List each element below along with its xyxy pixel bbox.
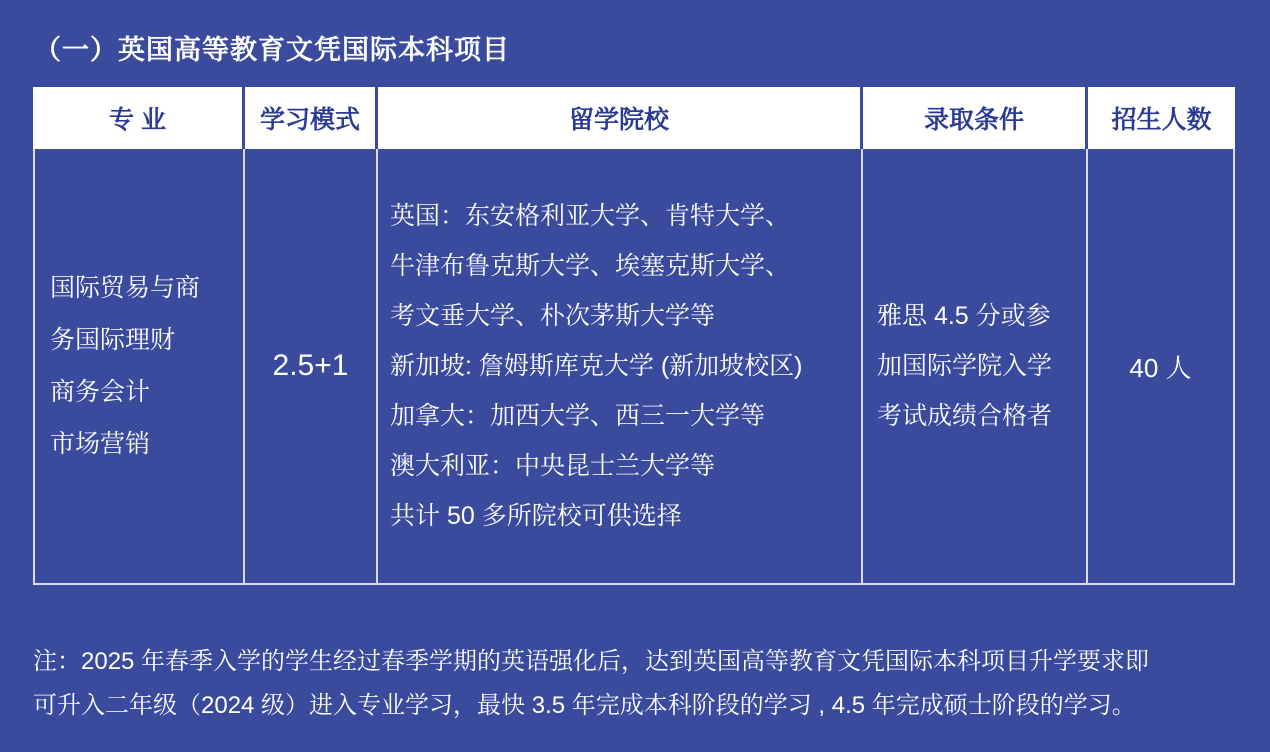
footnote xyxy=(33,640,1245,728)
schools-line: 加拿大：加西大学、西三一大学等 xyxy=(390,402,766,430)
header-study-mode: 学习模式 xyxy=(245,87,378,149)
cell-quota xyxy=(1088,149,1233,583)
cell-admission xyxy=(863,149,1088,583)
major-line: 市场营销 xyxy=(50,430,151,458)
cell-study-mode xyxy=(245,149,378,583)
header-major: 专 业 xyxy=(33,87,245,149)
schools-line: 新加坡: 詹姆斯库克大学 (新加坡校区) xyxy=(390,352,803,380)
schools-line: 共计 50 多所院校可供选择 xyxy=(390,502,682,530)
schools-line: 英国：东安格利亚大学、肯特大学、 xyxy=(390,202,791,230)
table-header-row xyxy=(33,87,1235,149)
schools-line: 考文垂大学、朴次茅斯大学等 xyxy=(390,302,716,330)
footnote-line: 注：2025 年春季入学的学生经过春季学期的英语强化后，达到英国高等教育文凭国际本科项目升学要求即 xyxy=(33,648,1150,675)
major-line: 国际贸易与商 xyxy=(50,274,201,302)
program-table xyxy=(33,87,1235,585)
admission-line: 雅思 4.5 分或参 xyxy=(877,302,1051,330)
admission-line: 加国际学院入学 xyxy=(877,352,1053,380)
admission-line: 考试成绩合格者 xyxy=(877,402,1053,430)
footnote-line: 可升入二年级（2024 级）进入专业学习，最快 3.5 年完成本科阶段的学习 , 4.5 年完成硕士阶段的学习。 xyxy=(33,692,1136,719)
major-line: 务国际理财 xyxy=(50,326,176,354)
study-mode-value: 2.5+1 xyxy=(272,349,349,382)
table-body-row xyxy=(33,149,1235,585)
header-schools: 留学院校 xyxy=(378,87,863,149)
schools-line: 牛津布鲁克斯大学、埃塞克斯大学、 xyxy=(390,252,791,280)
quota-value: 40 人 xyxy=(1129,352,1192,383)
major-line: 商务会计 xyxy=(50,378,151,406)
header-admission: 录取条件 xyxy=(863,87,1088,149)
schools-line: 澳大利亚：中央昆士兰大学等 xyxy=(390,452,716,480)
cell-schools xyxy=(378,149,863,583)
cell-major xyxy=(35,149,245,583)
header-quota: 招生人数 xyxy=(1088,87,1235,149)
section-title: （一）英国高等教育文凭国际本科项目 xyxy=(34,35,510,65)
